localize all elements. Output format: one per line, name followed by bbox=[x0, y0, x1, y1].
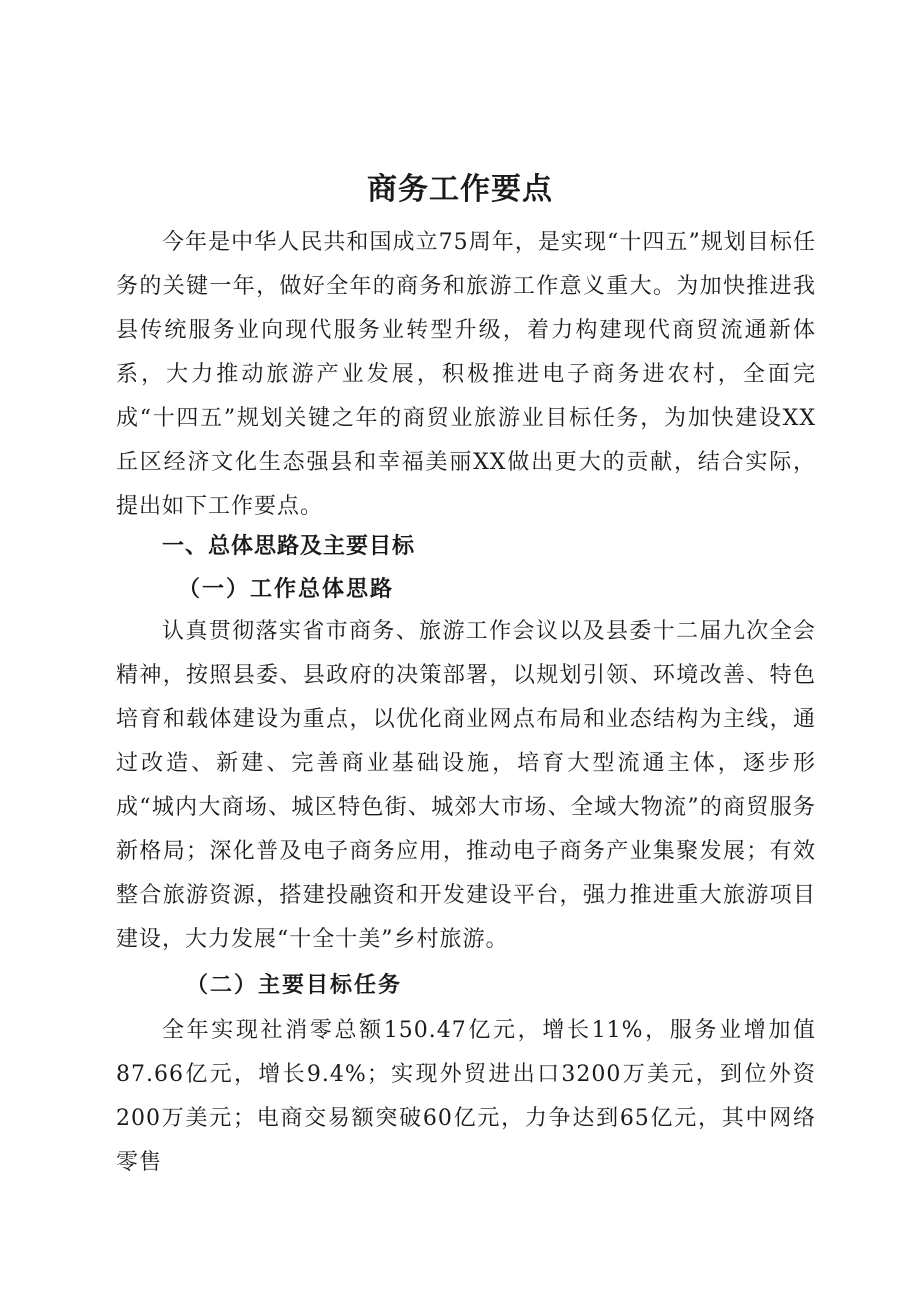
subsection-heading-work-ideas: （一）工作总体思路 bbox=[178, 576, 395, 602]
targets-paragraph: 全年实现社消零总额150.47亿元，增长11%，服务业增加值87.66亿元，增长9.4%；实现外贸进出口3200万美元，到位外资200万美元；电商交易额突破60亿元，力争达到65亿元，其中网络零售 bbox=[116, 1018, 816, 1175]
subsection-heading-targets: （二）主要目标任务 bbox=[186, 972, 403, 998]
section-heading-overall: 一、总体思路及主要目标 bbox=[162, 534, 416, 559]
document-title: 商务工作要点 bbox=[367, 172, 553, 207]
work-ideas-paragraph: 认真贯彻落实省市商务、旅游工作会议以及县委十二届九次全会精神，按照县委、县政府的决策部署，以规划引领、环境改善、特色培育和载体建设为重点，以优化商业网点布局和业态结构为主线，通过改造、新建、完善商业基础设施，培育大型流通主体，逐步形成“城内大商场、城区特色街、城郊大市场、全域大物流”的商贸服务新格局；深化普及电子商务应用，推动电子商务产业集聚发展；有效整合旅游资源，搭建投融资和开发建设平台，强力推进重大旅游项目建设，大力发展“十全十美”乡村旅游。 bbox=[116, 619, 816, 952]
intro-paragraph: 今年是中华人民共和国成立75周年，是实现“十四五”规划目标任务的关键一年，做好全年的商务和旅游工作意义重大。为加快推进我县传统服务业向现代服务业转型升级，着力构建现代商贸流通新体系，大力推动旅游产业发展，积极推进电子商务进农村，全面完成“十四五”规划关键之年的商贸业旅游业目标任务，为加快建设XX丘区经济文化生态强县和幸福美丽XX做出更大的贡献，结合实际，提出如下工作要点。 bbox=[116, 230, 816, 519]
